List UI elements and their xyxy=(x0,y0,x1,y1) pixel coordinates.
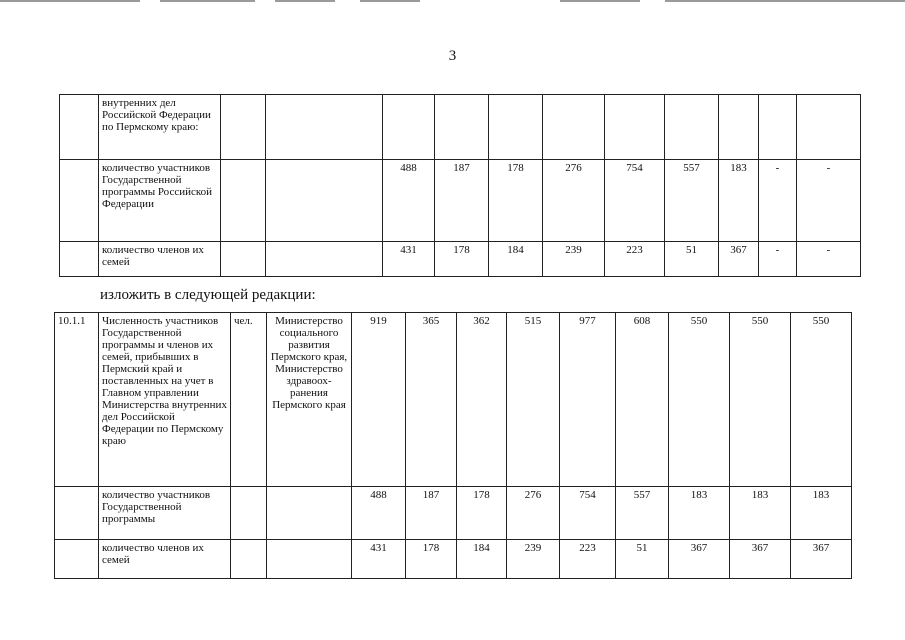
cell-value: 977 xyxy=(560,313,616,487)
cell-value: 183 xyxy=(730,487,791,540)
cell-value: 550 xyxy=(791,313,852,487)
new-table xyxy=(54,312,852,579)
row-description: Численность участников Государственной программы и членов их семей, прибывших в Пермский край и поставленных на учет в Главном управлении Министерства внутренних дел Российской Федерации по Пермскому краю xyxy=(99,313,231,487)
cell-value: 367 xyxy=(730,540,791,579)
cell-value xyxy=(797,95,861,160)
table-row xyxy=(60,160,861,242)
cell-value: 488 xyxy=(352,487,406,540)
cell-value: 557 xyxy=(616,487,669,540)
cell-value: 184 xyxy=(489,242,543,277)
cell-value xyxy=(759,95,797,160)
cell-value: - xyxy=(759,160,797,242)
cell-value: 431 xyxy=(352,540,406,579)
cell-value xyxy=(719,95,759,160)
scan-top-line xyxy=(665,0,905,2)
cell-value: 239 xyxy=(507,540,560,579)
scan-top-line xyxy=(275,0,335,2)
cell-value: 184 xyxy=(457,540,507,579)
cell-value: 183 xyxy=(669,487,730,540)
table-row xyxy=(55,540,852,579)
cell-value: 431 xyxy=(383,242,435,277)
old-table xyxy=(59,94,861,277)
cell-value: 550 xyxy=(669,313,730,487)
cell-value: - xyxy=(797,160,861,242)
row-description: количество участников Государственной программы Российской Федерации xyxy=(99,160,221,242)
cell-value xyxy=(605,95,665,160)
cell-value: 239 xyxy=(543,242,605,277)
scan-top-line xyxy=(560,0,640,2)
cell-value: 276 xyxy=(507,487,560,540)
cell-value xyxy=(665,95,719,160)
cell-value: 187 xyxy=(435,160,489,242)
scan-top-line xyxy=(360,0,420,2)
cell-value: 51 xyxy=(665,242,719,277)
cell-value: 178 xyxy=(435,242,489,277)
cell-value: 367 xyxy=(719,242,759,277)
cell-value: 183 xyxy=(791,487,852,540)
cell-value: 488 xyxy=(383,160,435,242)
cell-value: 276 xyxy=(543,160,605,242)
cell-value: 754 xyxy=(560,487,616,540)
cell-value: - xyxy=(759,242,797,277)
cell-value: 362 xyxy=(457,313,507,487)
table-row xyxy=(60,95,861,160)
cell-value: 754 xyxy=(605,160,665,242)
row-description: внутренних дел Российской Федерации по Пермскому краю: xyxy=(99,95,221,160)
cell-value: 51 xyxy=(616,540,669,579)
cell-value: 557 xyxy=(665,160,719,242)
cell-value xyxy=(435,95,489,160)
cell-value: 367 xyxy=(791,540,852,579)
cell-value: 550 xyxy=(730,313,791,487)
table-row xyxy=(55,487,852,540)
cell-value: 223 xyxy=(605,242,665,277)
cell-value: 223 xyxy=(560,540,616,579)
cell-value: 178 xyxy=(489,160,543,242)
row-description: количество участников Государственной программы xyxy=(99,487,231,540)
cell-value xyxy=(383,95,435,160)
indicator-code: 10.1.1 xyxy=(55,313,99,487)
cell-value: 365 xyxy=(406,313,457,487)
scan-top-line xyxy=(160,0,255,2)
cell-value: 187 xyxy=(406,487,457,540)
cell-value xyxy=(489,95,543,160)
cell-value: 608 xyxy=(616,313,669,487)
cell-value: 178 xyxy=(457,487,507,540)
transition-text: изложить в следующей редакции: xyxy=(100,287,316,303)
table-row xyxy=(55,313,852,487)
unit-cell: чел. xyxy=(231,313,267,487)
table-row xyxy=(60,242,861,277)
cell-value: 919 xyxy=(352,313,406,487)
cell-value: 367 xyxy=(669,540,730,579)
cell-value xyxy=(543,95,605,160)
row-description: количество членов их семей xyxy=(99,540,231,579)
cell-value: 183 xyxy=(719,160,759,242)
scan-top-line xyxy=(0,0,140,2)
cell-value: 515 xyxy=(507,313,560,487)
cell-value: 178 xyxy=(406,540,457,579)
cell-value: - xyxy=(797,242,861,277)
row-description: количество членов их семей xyxy=(99,242,221,277)
executor-cell: Министерство социального развития Пермского края, Министерство здравоох-ранения Пермского края xyxy=(267,313,352,487)
page-number: 3 xyxy=(448,48,457,64)
